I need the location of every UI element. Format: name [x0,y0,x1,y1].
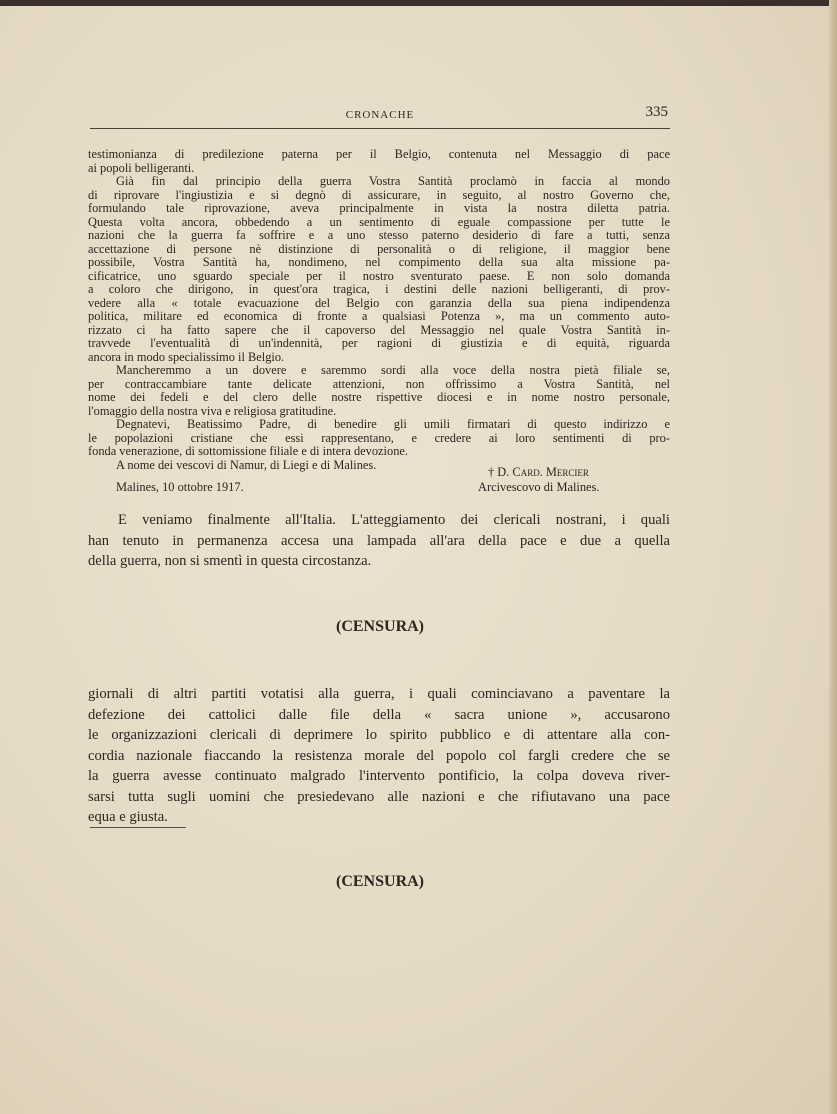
text-line: a coloro che dirigono, in quest'ora tragica, i destini delle nazioni belligeranti, di prov- [88,283,670,296]
text-line: ai popoli belligeranti. [88,161,195,175]
signature-place-date: Malines, 10 ottobre 1917. [116,480,244,494]
footnote-rule [90,827,186,828]
text-line: sarsi tutta sugli uomini che presiedevano alle nazioni e che rifiutavano una pace [88,788,670,805]
text-line: della guerra, non si smentì in questa circostanza. [88,553,372,569]
text-line: le organizzazioni clericali di deprimere lo spirito pubblico e di attentare alla con- [88,727,670,743]
page-top-edge [0,0,837,6]
text-line: testimonianza di predilezione paterna per il Belgio, contenuta nel Messaggio di pace [88,148,670,161]
text-line: travvede l'eventualità di un'indennità, per ragioni di giustizia e di equità, riguarda [88,337,670,350]
text-line: defezione dei cattolici dalle file della « sacra unione », accusarono [88,706,670,723]
text-line: nazioni che la guerra fa soffrire e a uno stesso paterno desiderio di fare a tutti, senza [88,229,670,242]
paragraph-newspapers [88,684,670,828]
text-line: per contraccambiare tante delicate attenzioni, non offrissimo a Vostra Santità, nel [88,377,670,391]
text-line: fonda venerazione, di sottomissione filiale e di intera devozione. [88,445,408,458]
text-line: cificatrice, uno sguardo speciale per il nostro sventurato paese. E non solo domanda [88,269,670,283]
text-line: politica, militare ed economica di fronte a qualsiasi Potenza », ma un commento auto- [88,310,670,323]
text-line: accettazione di persone nè distinzione di personalità o di religione, il maggior bene [88,242,670,256]
signature-place-row [88,480,648,494]
signature-role: Arcivescovo di Malines. [478,480,600,494]
page-right-edge [829,0,837,1114]
text-line: Mancheremmo a un dovere e saremmo sordi alla voce della nostra pietà filiale se, [116,364,670,377]
text-line: vedere alla « totale evacuazione del Belgio con garanzia della sua piena indipendenza [88,296,670,310]
text-line: Degnatevi, Beatissimo Padre, di benedire gli umili firmatari di questo indirizzo e [116,418,670,431]
text-line: A nome dei vescovi di Namur, di Liegi e di Malines. [116,458,377,472]
header-title: CRONACHE [345,109,415,121]
running-header [90,104,670,129]
censura-mark-2: (CENSURA) [336,873,424,890]
text-line: la guerra avesse continuato malgrado l'intervento pontificio, la colpa doveva river- [88,768,670,784]
text-line: equa e giusta. [88,809,168,825]
text-line: Già fin dal principio della guerra Vostra Santità proclamò in faccia al mondo [116,175,670,188]
text-line: Questa volta ancora, obbedendo a un sentimento di eguale compassione per tutte le [88,215,670,229]
page-number: 335 [645,104,668,120]
paragraph-italy [88,510,670,572]
letter-text [88,148,670,472]
censura-mark-1: (CENSURA) [336,618,424,635]
text-line: cordia nazionale fiaccando la resistenza morale del popolo col fargli credere che se [88,747,670,764]
text-line: le popolazioni cristiane che essi rappresentano, e credere ai loro sentimenti di pro- [88,431,670,445]
text-line: formulando tale riprovazione, aveva principalmente in vista la nostra diletta patria. [88,202,670,215]
text-line: nome dei fedeli e del clero delle nostre rispettive diocesi e in nome nostro personale, [88,391,670,404]
signature-name-row [88,465,648,479]
signature-name: † D. Card. Mercier [488,465,589,479]
text-line: di riprovare l'ingiustizia e si degnò di assicurare, in seguito, al nostro Governo che, [88,188,670,202]
text-line: E veniamo finalmente all'Italia. L'atteggiamento dei clericali nostrani, i quali [118,512,670,528]
text-line: giornali di altri partiti votatisi alla guerra, i quali cominciavano a paventare la [88,686,670,702]
text-line: ancora in modo specialissimo il Belgio. [88,350,285,364]
text-line: rizzato ci ha fatto sapere che il capoverso del Messaggio nel quale Vostra Santità in- [88,323,670,337]
text-line: han tenuto in permanenza accesa una lampada all'ara della pace e due a quella [88,532,670,549]
text-line: possibile, Vostra Santità ha, nondimeno, nel compimento della sua alta missione pa- [88,256,670,269]
text-line: l'omaggio della nostra viva e religiosa gratitudine. [88,404,337,418]
